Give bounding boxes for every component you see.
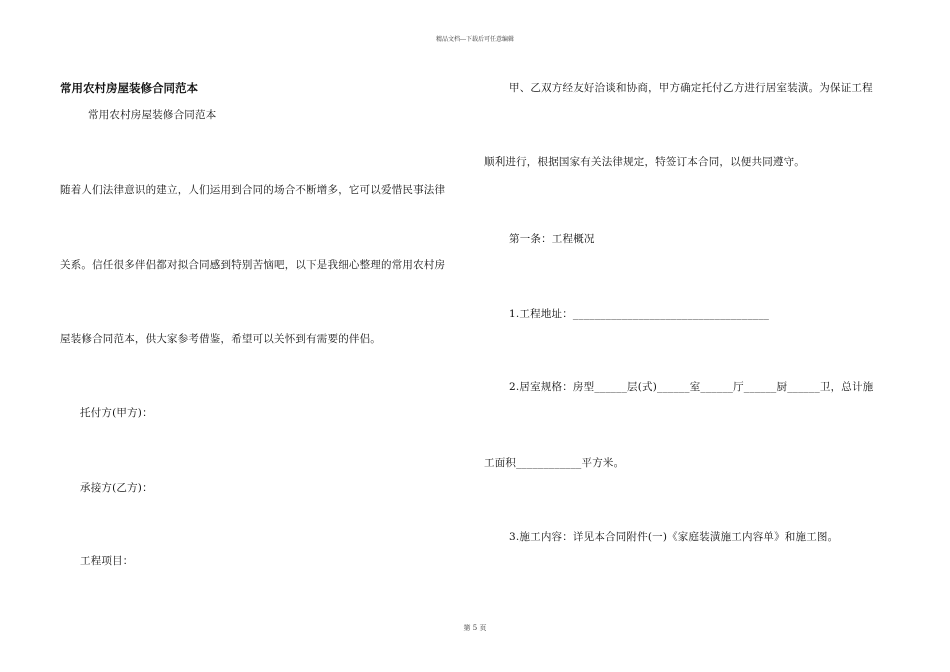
item-3-content: 3.施工内容：详见本合同附件(一)《家庭装潢施工内容单》和施工图。 <box>509 531 839 543</box>
intro-line-2: 关系。信任很多伴侣都对拟合同感到特别苦恼吧，以下是我细心整理的常用农村房 <box>60 259 446 271</box>
party-a-label: 托付方(甲方)： <box>80 407 153 419</box>
para1-line-2: 顺利进行，根据国家有关法律规定，特签订本合同，以便共同遵守。 <box>484 156 805 168</box>
page-header: 精品文档---下载后可任意编辑 <box>435 36 515 43</box>
document-title: 常用农村房屋装修合同范本 <box>60 81 198 95</box>
page-number: 第 5 页 <box>463 624 487 632</box>
item-1-address: 1.工程地址：____________________________________ <box>509 308 770 320</box>
intro-line-1: 随着人们法律意识的建立，人们运用到合同的场合不断增多，它可以爱惜民事法律 <box>60 184 446 196</box>
item-2-spec-line-1: 2.居室规格：房型______层(式)______室______厅______厨______卫，总计施 <box>509 381 874 393</box>
document-subtitle: 常用农村房屋装修合同范本 <box>88 109 217 121</box>
article-1-heading: 第一条：工程概况 <box>509 233 595 245</box>
item-2-spec-line-2: 工面积____________平方米。 <box>484 457 625 469</box>
para1-line-1: 甲、乙双方经友好洽谈和协商，甲方确定托付乙方进行居室装潢。为保证工程 <box>509 82 873 94</box>
project-label: 工程项目： <box>80 555 134 567</box>
party-b-label: 承接方(乙方)： <box>80 482 153 494</box>
intro-line-3: 屋装修合同范本，供大家参考借鉴，希望可以关怀到有需要的伴侣。 <box>60 333 381 345</box>
